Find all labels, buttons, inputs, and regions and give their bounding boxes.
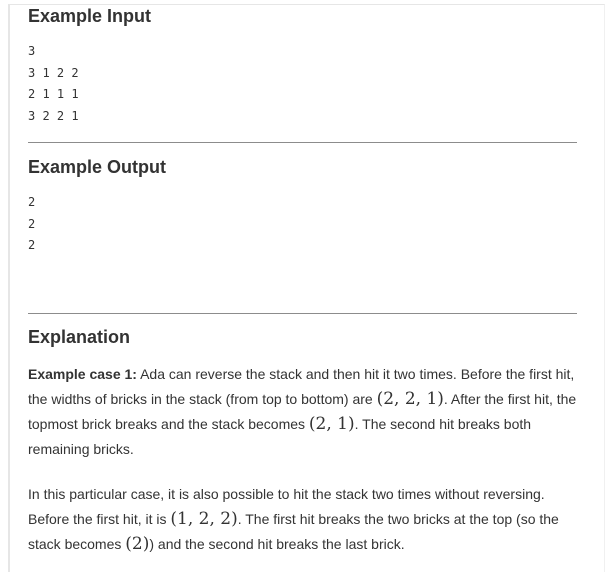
example-input-section (28, 6, 578, 127)
explanation-text: Ada can reverse the stack and then hit it two times. Before the first hit, the widths of bricks in the stack (from top to bottom) are (28, 366, 575, 407)
explanation-text: . After the first hit, the topmost brick breaks and the stack becomes (28, 391, 577, 432)
explanation-heading: Explanation (28, 327, 131, 347)
output-line: 2 (28, 195, 36, 209)
explanation-text: ) and the second hit breaks the last brick. (149, 536, 405, 552)
input-line: 3 2 2 1 (28, 108, 79, 123)
math-tuple: (1, 2, 2) (170, 509, 238, 529)
math-tuple: (2) (125, 534, 150, 554)
explanation-text: . The second hit breaks both remaining bricks. (28, 416, 532, 457)
input-line: 2 1 1 1 (28, 87, 79, 101)
output-line: 2 (28, 216, 36, 231)
example-case-label: Example case 1: (28, 366, 137, 382)
explanation-paragraph (28, 362, 578, 462)
math-tuple: (2, 2, 1) (376, 389, 444, 409)
explanation-paragraph (28, 482, 578, 557)
example-output-section (28, 157, 578, 257)
input-line: 3 1 2 2 (28, 65, 79, 80)
divider (28, 142, 577, 143)
explanation-text: In this particular case, it is also possible to hit the stack two times without reversing. Before the first hit, it is (28, 486, 545, 527)
example-input-block (28, 41, 578, 127)
example-output-heading: Example Output (28, 157, 167, 177)
output-line: 2 (28, 238, 36, 252)
explanation-text: . The first hit breaks the two bricks at the top (so the stack becomes (28, 511, 559, 552)
math-tuple: (2, 1) (308, 414, 355, 434)
divider (28, 313, 577, 314)
input-line: 3 (28, 44, 36, 58)
example-input-heading: Example Input (28, 6, 152, 26)
example-output-block (28, 192, 578, 257)
explanation-section (28, 327, 578, 557)
